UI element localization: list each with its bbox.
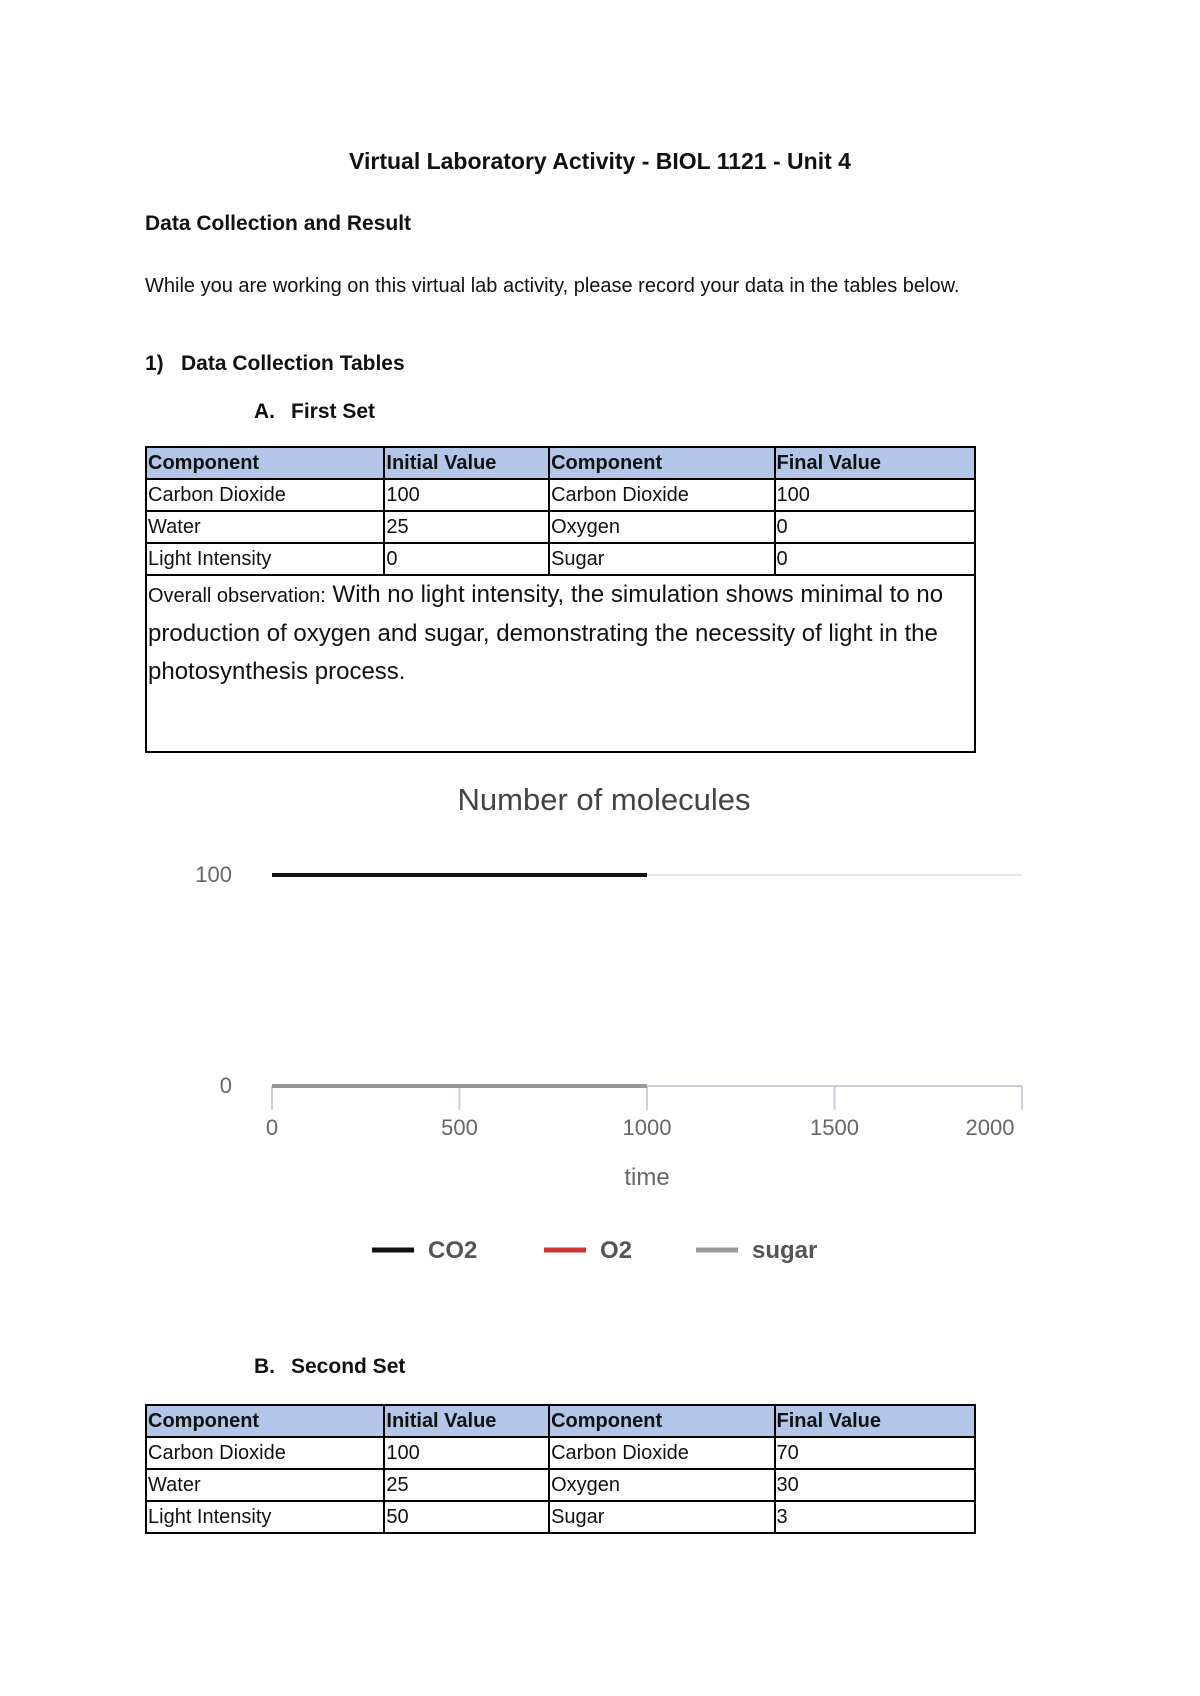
- table-row: [146, 511, 975, 543]
- table-cell: Carbon Dioxide: [549, 479, 774, 511]
- table-row: [146, 1469, 975, 1501]
- header-cell: Component: [146, 447, 384, 479]
- table-header-row: [146, 1405, 975, 1437]
- molecules-chart: [150, 770, 1030, 1290]
- observation-cell: [146, 575, 975, 752]
- table-cell: Carbon Dioxide: [549, 1437, 774, 1469]
- x-tick-label: 2000: [965, 1115, 1015, 1140]
- first-set-title: First Set: [291, 400, 376, 423]
- table-header-row: [146, 447, 975, 479]
- header-cell: Component: [549, 1405, 774, 1437]
- x-tick-label: 0: [265, 1115, 279, 1140]
- table-cell: Carbon Dioxide: [146, 479, 384, 511]
- table-cell: 100: [384, 479, 549, 511]
- table-cell: Light Intensity: [146, 543, 384, 575]
- legend-label-sugar: sugar: [752, 1237, 818, 1264]
- table-cell: 100: [384, 1437, 549, 1469]
- series-lines: [272, 875, 647, 1086]
- second-set-title: Second Set: [291, 1355, 406, 1378]
- x-ticks: [266, 1086, 1022, 1140]
- table-cell: 100: [775, 479, 975, 511]
- header-cell: Component: [549, 447, 774, 479]
- table-cell: Water: [146, 511, 384, 543]
- table-cell: 25: [384, 511, 549, 543]
- first-set-letter: A.: [254, 400, 275, 423]
- header-cell: Final Value: [775, 1405, 975, 1437]
- table-cell: 0: [775, 543, 975, 575]
- second-set-letter: B.: [254, 1355, 275, 1378]
- legend-label-co2: CO2: [428, 1237, 478, 1264]
- table-row: [146, 1437, 975, 1469]
- list-heading: [145, 352, 405, 376]
- observation-row: [146, 575, 975, 752]
- table-cell: Light Intensity: [146, 1501, 384, 1533]
- table-cell: Oxygen: [549, 511, 774, 543]
- header-cell: Initial Value: [384, 447, 549, 479]
- document-title: Virtual Laboratory Activity - BIOL 1121 - Unit 4: [349, 148, 851, 174]
- header-cell: Component: [146, 1405, 384, 1437]
- list-number: 1): [145, 352, 164, 375]
- y-tick-label: 100: [195, 862, 232, 887]
- table-cell: 30: [775, 1469, 975, 1501]
- observation-text: With no light intensity, the simulation shows minimal to no production of oxygen and sugar, demonstrating the necessity of light in the photosynthesis process.: [148, 581, 944, 685]
- table-cell: 50: [384, 1501, 549, 1533]
- legend: [372, 1237, 817, 1264]
- list-heading-text: Data Collection Tables: [181, 352, 405, 375]
- table-cell: 70: [775, 1437, 975, 1469]
- x-tick-label: 500: [441, 1115, 478, 1140]
- x-tick-label: 1500: [810, 1115, 859, 1140]
- x-tick-label: 1000: [622, 1115, 672, 1140]
- table-cell: 25: [384, 1469, 549, 1501]
- table-cell: Carbon Dioxide: [146, 1437, 384, 1469]
- y-tick-label: 0: [219, 1073, 232, 1098]
- legend-label-o2: O2: [600, 1237, 633, 1264]
- intro-paragraph: While you are working on this virtual lab activity, please record your data in the tables below.: [145, 275, 960, 297]
- table-cell: Sugar: [549, 1501, 774, 1533]
- header-cell: Final Value: [775, 447, 975, 479]
- second-set-table: [145, 1404, 976, 1534]
- header-cell: Initial Value: [384, 1405, 549, 1437]
- first-set-heading: [254, 400, 375, 424]
- table-row: [146, 1501, 975, 1533]
- section-heading: Data Collection and Result: [145, 212, 412, 235]
- observation-label: Overall observation:: [148, 585, 326, 607]
- table-cell: Oxygen: [549, 1469, 774, 1501]
- table-cell: 0: [775, 511, 975, 543]
- first-set-table: [145, 446, 976, 753]
- table-cell: Sugar: [549, 543, 774, 575]
- table-row: [146, 479, 975, 511]
- table-cell: 3: [775, 1501, 975, 1533]
- second-set-heading: [254, 1355, 405, 1379]
- table-cell: Water: [146, 1469, 384, 1501]
- chart-title: Number of molecules: [457, 782, 751, 817]
- table-row: [146, 543, 975, 575]
- table-cell: 0: [384, 543, 549, 575]
- x-axis-label: time: [624, 1164, 670, 1191]
